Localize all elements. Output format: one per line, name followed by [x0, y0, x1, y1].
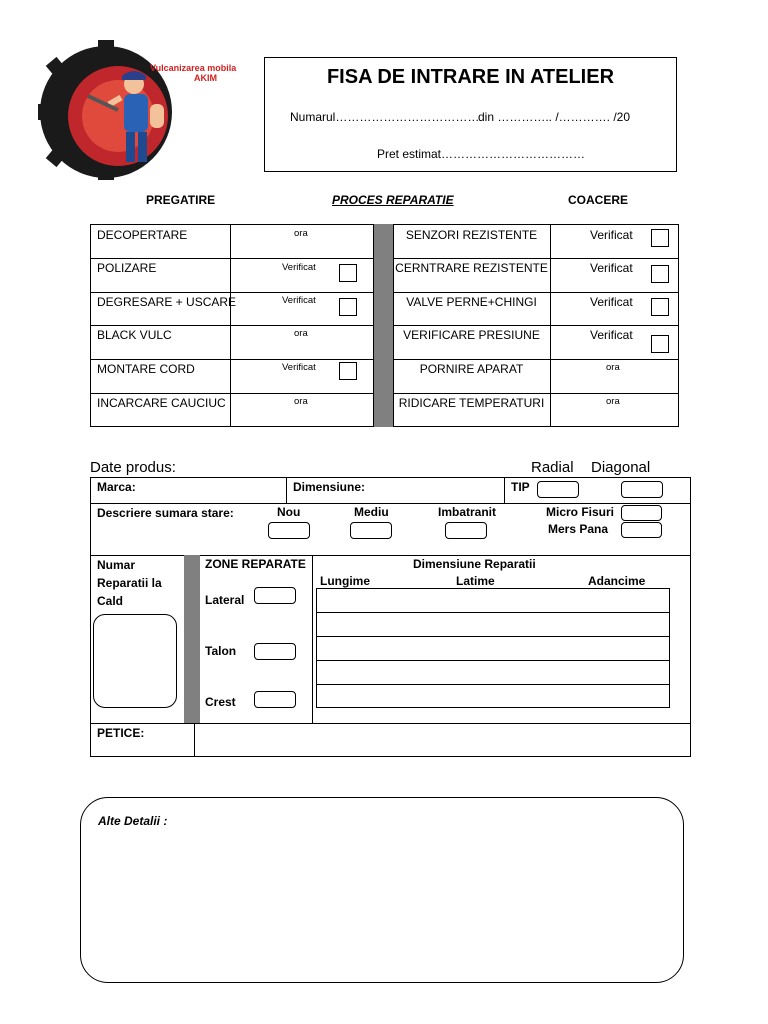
- page-title: FISA DE INTRARE IN ATELIER: [326, 66, 615, 88]
- row-incarcare-label: INCARCARE CAUCIUC: [97, 396, 226, 410]
- mediu-checkbox[interactable]: [350, 522, 392, 539]
- row-pornire-label: PORNIRE APARAT: [419, 362, 524, 376]
- imbatranit-checkbox[interactable]: [445, 522, 487, 539]
- lungime-label: Lungime: [320, 574, 370, 588]
- adancime-label: Adancime: [588, 574, 646, 588]
- alte-detalii-box[interactable]: [80, 797, 684, 983]
- company-logo: [38, 40, 252, 180]
- diagonal-label: Diagonal: [591, 459, 651, 476]
- row-montare-cord-status: Verificat: [282, 362, 316, 373]
- row-polizare-checkbox[interactable]: [339, 264, 357, 282]
- row-pornire-status: ora: [606, 362, 620, 373]
- zone-divider-bar: [184, 555, 200, 723]
- nou-label: Nou: [277, 505, 301, 519]
- zone-reparate-label: ZONE REPARATE: [205, 557, 306, 571]
- pret-field[interactable]: Pret estimat………………………………: [377, 147, 586, 161]
- lateral-label: Lateral: [205, 593, 245, 607]
- mers-pana-checkbox[interactable]: [621, 522, 662, 538]
- row-cerntrare-label: CERNTRARE REZISTENTE: [395, 261, 548, 275]
- row-montare-cord-checkbox[interactable]: [339, 362, 357, 380]
- section-proces: PROCES REPARATIE: [332, 193, 454, 207]
- radial-checkbox[interactable]: [537, 481, 579, 498]
- talon-label: Talon: [205, 644, 237, 658]
- row-decopertare-label: DECOPERTARE: [97, 228, 188, 242]
- crest-checkbox[interactable]: [254, 691, 296, 708]
- row-degresare-status: Verificat: [282, 295, 316, 306]
- row-degresare-label: DEGRESARE + USCARE: [97, 295, 237, 309]
- imbatranit-label: Imbatranit: [438, 505, 497, 519]
- micro-fisuri-label: Micro Fisuri: [546, 505, 615, 519]
- crest-label: Crest: [205, 695, 236, 709]
- row-black-vulc-label: BLACK VULC: [97, 328, 172, 342]
- din-field[interactable]: din ………….. /…………. /20: [478, 110, 631, 124]
- numar-reparatii-box[interactable]: [93, 614, 177, 708]
- numar-field[interactable]: Numarul………………………………: [290, 110, 480, 124]
- row-degresare-checkbox[interactable]: [339, 298, 357, 316]
- alte-detalii-label: Alte Detalii :: [98, 814, 168, 828]
- section-coacere: COACERE: [568, 193, 629, 207]
- center-divider-bar: [374, 224, 393, 427]
- row-incarcare-status: ora: [294, 396, 308, 407]
- row-cerntrare-status: Verificat: [590, 261, 633, 275]
- logo-line1: Vulcanizarea mobila: [150, 63, 237, 73]
- row-senzori-status: Verificat: [590, 228, 633, 242]
- row-ridicare-label: RIDICARE TEMPERATURI: [398, 396, 545, 410]
- row-polizare-status: Verificat: [282, 262, 316, 273]
- nou-checkbox[interactable]: [268, 522, 310, 539]
- row-verificare-presiune-checkbox[interactable]: [651, 335, 669, 353]
- talon-checkbox[interactable]: [254, 643, 296, 660]
- latime-label: Latime: [456, 574, 495, 588]
- row-valve-label: VALVE PERNE+CHINGI: [406, 295, 537, 309]
- dimensiune-reparatii-label: Dimensiune Reparatii: [413, 557, 536, 571]
- section-pregatire: PREGATIRE: [146, 193, 216, 207]
- dimensiune-label: Dimensiune:: [293, 480, 366, 494]
- tip-label: TIP: [511, 480, 530, 494]
- row-senzori-checkbox[interactable]: [651, 229, 669, 247]
- row-ridicare-status: ora: [606, 396, 620, 407]
- marca-label: Marca:: [97, 480, 136, 494]
- descriere-label: Descriere sumara stare:: [97, 506, 234, 520]
- petice-label: PETICE:: [97, 726, 145, 740]
- micro-fisuri-checkbox[interactable]: [621, 505, 662, 521]
- row-decopertare-status: ora: [294, 228, 308, 239]
- diagonal-checkbox[interactable]: [621, 481, 663, 498]
- mers-pana-label: Mers Pana: [548, 522, 609, 536]
- row-black-vulc-status: ora: [294, 328, 308, 339]
- row-valve-status: Verificat: [590, 295, 633, 309]
- row-polizare-label: POLIZARE: [97, 261, 157, 275]
- mediu-label: Mediu: [354, 505, 389, 519]
- row-cerntrare-checkbox[interactable]: [651, 265, 669, 283]
- row-verificare-presiune-label: VERIFICARE PRESIUNE: [403, 328, 540, 342]
- row-verificare-presiune-status: Verificat: [590, 328, 633, 342]
- logo-line2: AKIM: [194, 73, 217, 83]
- row-montare-cord-label: MONTARE CORD: [97, 362, 195, 376]
- row-senzori-label: SENZORI REZISTENTE: [405, 228, 538, 242]
- row-valve-checkbox[interactable]: [651, 298, 669, 316]
- radial-label: Radial: [531, 459, 574, 476]
- dimensiuni-grid[interactable]: [316, 588, 670, 708]
- date-produs-title: Date produs:: [90, 459, 176, 476]
- lateral-checkbox[interactable]: [254, 587, 296, 604]
- numar-reparatii-label: Numar Reparatii la Cald: [97, 558, 162, 608]
- petice-field[interactable]: [195, 724, 689, 756]
